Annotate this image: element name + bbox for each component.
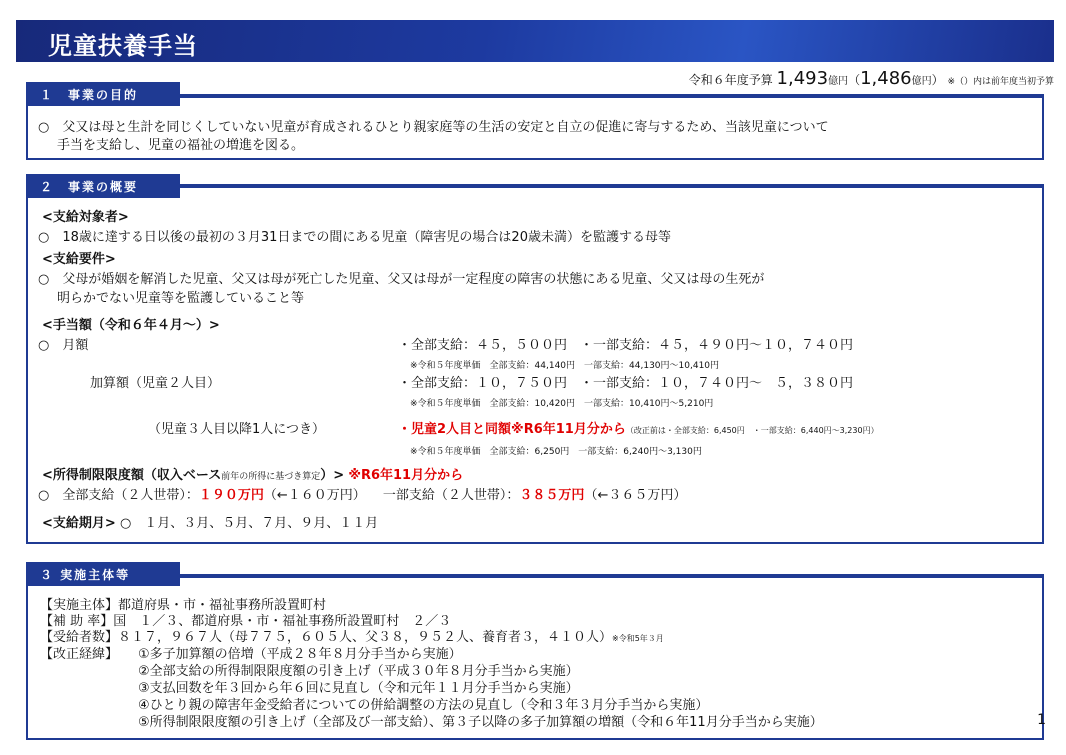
history-item: ⑤所得制限限度額の引き上げ（全部及び一部支給）、第３子以降の多子加算額の増額（令和６年11月分手当から実施）: [138, 715, 823, 730]
add2-note: ※令和５年度単価 全部支給：10,420円 一部支給：10,410円～5,210円: [410, 399, 714, 409]
section2-rule: [180, 184, 1044, 187]
recipients-note: ※令和5年３月: [612, 634, 664, 643]
add3-note: ※令和５年度単価 全部支給：6,250円 一部支給：6,240円～3,130円: [410, 447, 702, 457]
limit-part-label: 一部支給（２人世帯）：: [382, 488, 520, 503]
history-label: 【改正経緯】: [40, 647, 119, 662]
add2-value: ・全部支給：１０，７５０円 ・一部支給：１０，７４０円～ ５，３８０円: [398, 376, 854, 391]
limit-head-c: ）>: [320, 468, 345, 483]
requirement-line2: 明らかでない児童等を監護していること等: [57, 291, 305, 306]
requirement-heading: <支給要件>: [42, 252, 116, 267]
monthly-note: ※令和５年度単価 全部支給：44,140円 一部支給：44,130円～10,410円: [410, 361, 720, 371]
limit-head-a: <所得制限限度額（収入ベース: [42, 468, 222, 483]
budget-prev-unit: 億円: [911, 76, 932, 87]
history-item: ②全部支給の所得制限限度額の引き上げ（平成３０年８月分手当から実施）: [138, 664, 579, 679]
limit-head-b: 前年の所得に基づき算定: [221, 472, 321, 482]
budget-amount: 1,493: [776, 68, 829, 89]
budget-prev-amount: 1,486: [860, 68, 912, 89]
section3-rule: [180, 574, 1044, 577]
add3-label: （児童３人目以降1人につき）: [148, 422, 326, 437]
amount-heading: <手当額（令和６年４月～）>: [42, 318, 220, 333]
requirement-line1: ○ 父母が婚姻を解消した児童、父又は母が死亡した児童、父又は母が一定程度の障害の状態にある児童、父又は母の生死が: [38, 272, 765, 287]
budget-note: ※（）内は前年度当初予算: [947, 77, 1054, 87]
period-line: [42, 516, 378, 532]
limit-head-red: ※R6年11月分から: [348, 468, 464, 483]
add3-paren: （改正前は・全部支給：6,450円 ・一部支給：6,440円～3,230円）: [625, 426, 879, 435]
section1-line1: ○ 父又は母と生計を同じくしていない児童が育成されるひとり親家庭等の生活の安定と自立の促進に寄与するため、当該児童について: [38, 120, 829, 135]
monthly-value: ・全部支給：４５，５００円 ・一部支給：４５，４９０円～１０，７４０円: [398, 338, 854, 353]
history-item: ③支払回数を年３回から年６回に見直し（令和元年１１月分手当から実施）: [138, 681, 579, 696]
add3-dot: ・: [398, 422, 412, 437]
limit-heading: [42, 468, 463, 485]
recipients-line: [40, 630, 664, 647]
limit-line: [38, 488, 686, 504]
section1-rule: [180, 94, 1044, 97]
impl-line: 【実施主体】都道府県・市・福祉事務所設置町村: [40, 598, 327, 613]
period-text: ○ １月、３月、５月、７月、９月、１１月: [119, 516, 379, 531]
limit-part-value: ３８５万円: [519, 488, 585, 503]
section1-line2: 手当を支給し、児童の福祉の増進を図る。: [57, 138, 305, 153]
budget-unit: 億円: [828, 76, 849, 87]
limit-part-prev: （←３６５万円）: [584, 488, 687, 503]
add3-line: [398, 422, 879, 439]
limit-full-label: ○ 全部支給（２人世帯）：: [38, 488, 199, 503]
budget-prev-open: （: [848, 73, 861, 87]
monthly-label: ○ 月額: [38, 338, 89, 353]
page-number: 1: [1037, 712, 1046, 728]
rate-line: 【補 助 率】国 １／３、都道府県・市・福祉事務所設置町村 ２／３: [40, 614, 452, 629]
section3-heading: ３ 実施主体等: [26, 562, 180, 586]
history-item: ①多子加算額の倍増（平成２８年８月分手当から実施）: [138, 647, 462, 662]
section2-heading: ２ 事業の概要: [26, 174, 180, 198]
history-item: ④ひとり親の障害年金受給者についての併給調整の方法の見直し（令和３年３月分手当から実施）: [138, 698, 709, 713]
add2-label: 加算額（児童２人目）: [90, 376, 221, 391]
section1-heading: １ 事業の目的: [26, 82, 180, 106]
title-bar: [16, 20, 1054, 62]
page-title: 児童扶養手当: [48, 32, 198, 60]
limit-full-value: １９０万円: [198, 488, 264, 503]
target-heading: <支給対象者>: [42, 210, 129, 225]
period-heading: <支給期月>: [42, 516, 116, 531]
target-text: ○ 18歳に達する日以後の最初の３月31日までの間にある児童（障害児の場合は20歳未満）を監護する母等: [38, 230, 671, 245]
budget-prefix: 令和６年度予算: [688, 73, 773, 87]
recipients-text: 【受給者数】８１７，９６７人（母７７５，６０５人、父３８，９５２人、養育者３，４１０人）: [40, 630, 613, 645]
budget-prev-close: ）: [931, 73, 944, 87]
budget-line: [689, 68, 1054, 89]
add3-value: 児童2人目と同額※R6年11月分から: [411, 422, 626, 437]
limit-full-prev: （←１６０万円）: [263, 488, 366, 503]
